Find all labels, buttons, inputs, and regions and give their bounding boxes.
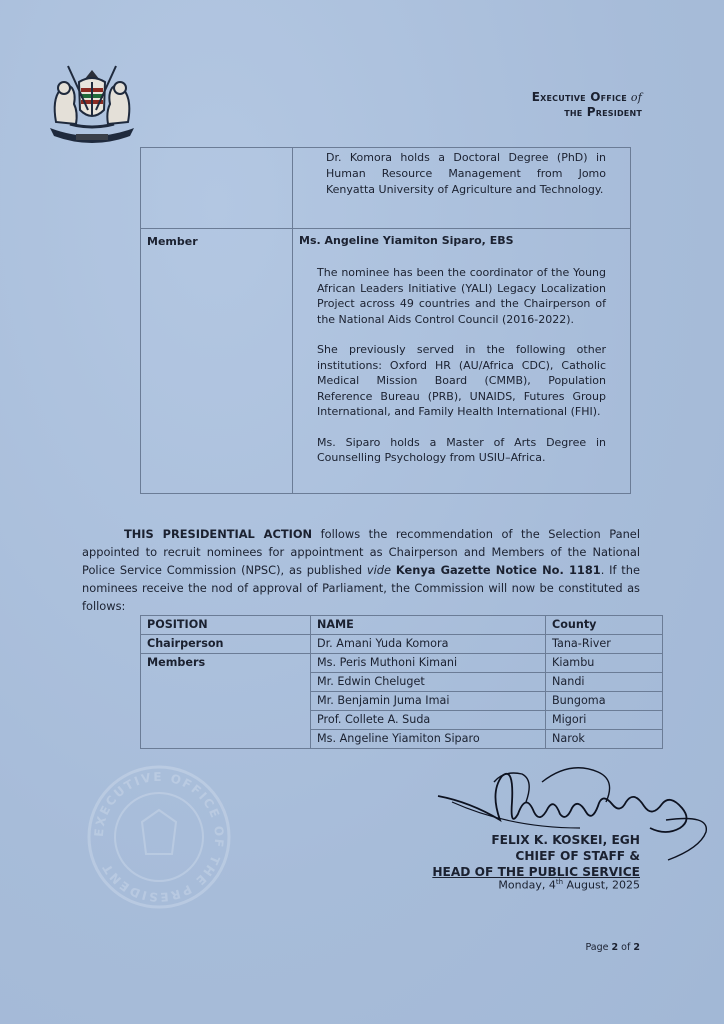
- office-line-1: Executive Office of: [531, 90, 642, 104]
- column-header-name: NAME: [311, 616, 546, 635]
- action-lead: THIS PRESIDENTIAL ACTION: [124, 527, 313, 542]
- name-cell: Ms. Peris Muthoni Kimani: [311, 654, 546, 673]
- commission-table: [140, 615, 663, 749]
- column-header-county: County: [546, 616, 663, 635]
- nominee-cell: [293, 229, 631, 494]
- page-number: Page 2 of 2: [585, 942, 640, 953]
- county-cell: Nandi: [546, 673, 663, 692]
- table-row: [141, 635, 663, 654]
- table-row: [141, 229, 631, 494]
- county-cell: Bungoma: [546, 692, 663, 711]
- nominee-name: Ms. Angeline Yiamiton Siparo, EBS: [299, 234, 514, 247]
- office-header: [532, 90, 642, 120]
- presidential-action-paragraph: [82, 525, 640, 615]
- profile-continuation-text: Dr. Komora holds a Doctoral Degree (PhD) in Human Resource Management from Jomo Kenyatta University of Agriculture and Technology.: [326, 151, 606, 196]
- table-row: [141, 148, 631, 229]
- empty-cell: [141, 148, 293, 229]
- column-header-position: POSITION: [141, 616, 311, 635]
- profile-continuation-cell: [293, 148, 631, 229]
- gazette-notice: Kenya Gazette Notice No. 1181: [395, 563, 601, 578]
- nominee-bio-paragraph: The nominee has been the coordinator of the Young African Leaders Initiative (YALI) Legacy Localization Project across 49 countries and the Chairperson of the National Aids Control Council (2016-2022).: [317, 266, 606, 326]
- action-text-2: . If the nominees receive the nod of approval of Parliament, the Commission will now be constituted as follows:: [82, 563, 640, 614]
- signatory-name: FELIX K. KOSKEI, EGH: [491, 833, 640, 847]
- name-cell: Prof. Collete A. Suda: [311, 711, 546, 730]
- nominee-profile-table: [140, 147, 631, 494]
- position-cell: Members: [141, 654, 311, 749]
- county-cell: Narok: [546, 730, 663, 749]
- action-text-1: follows the recommendation of the Selection Panel appointed to recruit nominees for appointment as Chairperson and Members of the National Police Service Commission (NPSC), as published: [82, 527, 640, 578]
- name-cell: Dr. Amani Yuda Komora: [311, 635, 546, 654]
- signatory-title-2: HEAD OF THE PUBLIC SERVICE: [432, 865, 640, 879]
- embossed-seal-icon: [84, 762, 234, 912]
- county-cell: Tana-River: [546, 635, 663, 654]
- action-vide: vide: [366, 563, 392, 578]
- name-cell: Ms. Angeline Yiamiton Siparo: [311, 730, 546, 749]
- county-cell: Migori: [546, 711, 663, 730]
- nominee-bio-paragraph: Ms. Siparo holds a Master of Arts Degree in Counselling Psychology from USIU–Africa.: [317, 435, 606, 464]
- county-cell: Kiambu: [546, 654, 663, 673]
- signatory-title-1: CHIEF OF STAFF &: [515, 849, 640, 863]
- document-date: Monday, 4th August, 2025: [498, 878, 640, 892]
- table-header-row: [141, 616, 663, 635]
- table-row: [141, 654, 663, 673]
- name-cell: Mr. Edwin Cheluget: [311, 673, 546, 692]
- signatory-block: [432, 832, 640, 880]
- name-cell: Mr. Benjamin Juma Imai: [311, 692, 546, 711]
- svg-text:EXECUTIVE OFFICE OF THE PRESID: [92, 770, 226, 904]
- position-cell: Chairperson: [141, 635, 311, 654]
- seal-text: EXECUTIVE OFFICE OF THE PRESIDENT: [91, 769, 227, 905]
- role-cell: Member: [141, 229, 293, 494]
- nominee-bio-paragraph: She previously served in the following other institutions: Oxford HR (AU/Africa CDC), Catholic Medical Mission Board (CMMB), Population Reference Bureau (PRB), UNAIDS, Futures Group International, and Family Health International (FHI).: [317, 343, 606, 418]
- office-line-2: the President: [564, 105, 642, 119]
- coat-of-arms-icon: [46, 60, 138, 144]
